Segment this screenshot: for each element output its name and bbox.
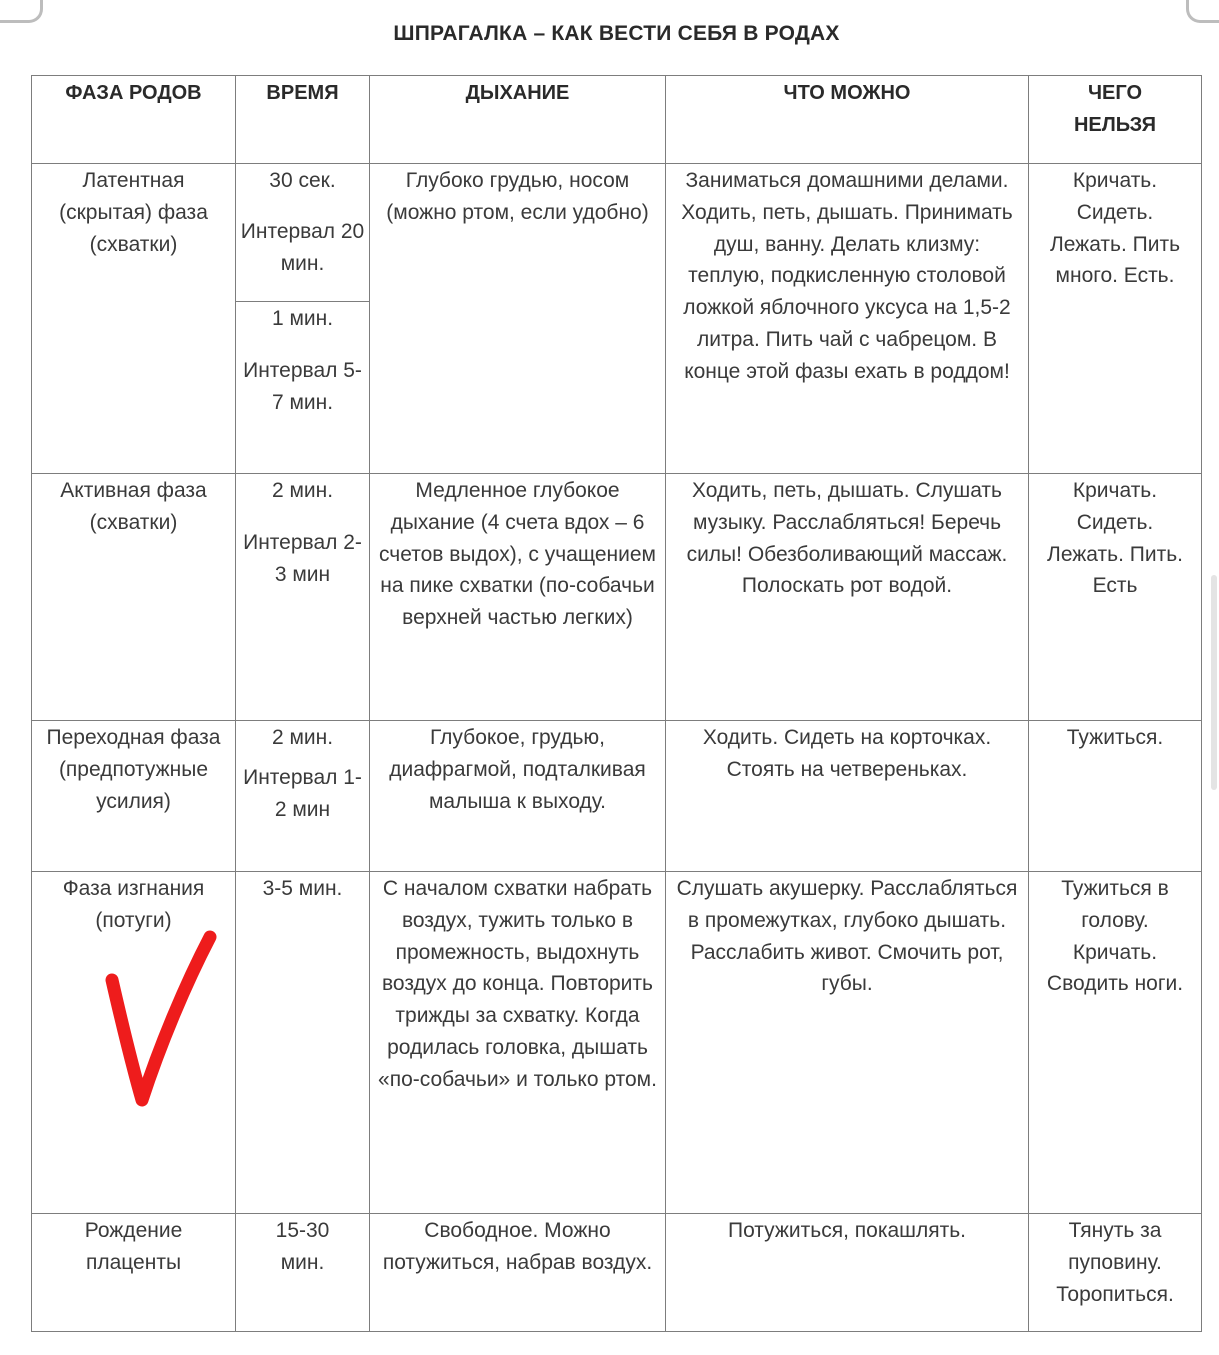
time-duration: 1 мин. <box>271 307 334 330</box>
phase-text: Латентная (скрытая) фаза (схватки) <box>59 169 208 256</box>
time-interval: Интервал 1-2 мин <box>243 765 362 821</box>
table-row <box>32 474 1202 721</box>
time-duration: 15-30 мин. <box>275 1219 330 1274</box>
breathing-text: С началом схватки набрать воздух, тужить только в промежность, выдохнуть воздух до конца. Повторить трижды за схватку. Когда родилась головка, дышать «по-собачьи» и только ртом. <box>378 877 657 1091</box>
cell-breathing <box>370 164 666 474</box>
cell-time <box>236 164 370 474</box>
time-duration: 2 мин. <box>271 479 334 502</box>
cell-forbidden <box>1029 474 1202 721</box>
cheat-sheet-table <box>31 75 1202 1332</box>
table-row <box>32 1214 1202 1332</box>
breathing-text: Глубокое, грудью, диафрагмой, подталкивая малыша к выходу. <box>389 726 646 813</box>
cell-allowed <box>666 474 1029 721</box>
forbidden-text: Кричать. Сидеть. Лежать. Пить. Есть <box>1047 479 1183 598</box>
header-forbidden-line1: ЧЕГО <box>1087 82 1143 104</box>
phase-text: Фаза изгнания (потуги) <box>62 877 205 932</box>
scrollbar[interactable] <box>1211 575 1217 790</box>
forbidden-text: Тянуть за пуповину. Торопиться. <box>1056 1219 1174 1306</box>
phase-text: Рождение плаценты <box>84 1219 183 1274</box>
cell-breathing <box>370 1214 666 1332</box>
header-time: ВРЕМЯ <box>236 76 370 164</box>
cell-breathing <box>370 872 666 1214</box>
breathing-text: Медленное глубокое дыхание (4 счета вдох – 6 счетов выдох), с учащением на пике схватки (по-собачьи верхней частью легких) <box>379 479 656 630</box>
cell-forbidden <box>1029 721 1202 872</box>
forbidden-text: Тужиться в голову. Кричать. Сводить ноги. <box>1046 877 1184 996</box>
cell-phase <box>32 474 236 721</box>
breathing-text: Свободное. Можно потужиться, набрав воздух. <box>382 1219 653 1274</box>
time-interval: Интервал 20 мин. <box>240 219 365 275</box>
table-row <box>32 164 1202 474</box>
time-duration: 2 мин. <box>271 726 334 749</box>
phase-text: Переходная фаза (предпотужные усилия) <box>46 726 221 813</box>
header-phase: ФАЗА РОДОВ <box>32 76 236 164</box>
cell-allowed <box>666 1214 1029 1332</box>
allowed-text: Потужиться, покашлять. <box>727 1219 967 1242</box>
time-duration: 3-5 мин. <box>262 877 343 900</box>
allowed-text: Заниматься домашними делами. Ходить, петь, дышать. Принимать душ, ванну. Делать клизму: теплую, подкисленную столовой ложкой яблочного уксуса на 1,5-2 литра. Пить чай с чабрецом. В конце этой фазы ехать в роддом! <box>681 169 1013 383</box>
allowed-text: Слушать акушерку. Расслабляться в промежутках, глубоко дышать. Расслабить живот. Смочить рот, губы. <box>676 877 1018 996</box>
cell-allowed <box>666 872 1029 1214</box>
cell-time <box>236 1214 370 1332</box>
cell-allowed <box>666 164 1029 474</box>
breathing-text: Глубоко грудью, носом (можно ртом, если удобно) <box>386 169 649 224</box>
cell-forbidden <box>1029 164 1202 474</box>
cell-forbidden <box>1029 1214 1202 1332</box>
phase-text: Активная фаза (схватки) <box>60 479 207 534</box>
header-forbidden <box>1029 76 1202 164</box>
header-row <box>32 76 1202 164</box>
allowed-text: Ходить, петь, дышать. Слушать музыку. Расслабляться! Беречь силы! Обезболивающий массаж. Полоскать рот водой. <box>686 479 1008 598</box>
window-corner-left <box>0 0 43 23</box>
window-corner-right <box>1186 0 1219 23</box>
time-interval: Интервал 5-7 мин. <box>243 358 362 414</box>
cell-allowed <box>666 721 1029 872</box>
cell-phase <box>32 1214 236 1332</box>
time-block-b <box>236 302 369 418</box>
time-block-a <box>236 164 369 302</box>
red-checkmark-icon <box>100 925 230 1115</box>
header-forbidden-line2: НЕЛЬЗЯ <box>1073 113 1157 136</box>
cell-breathing <box>370 721 666 872</box>
cell-forbidden <box>1029 872 1202 1214</box>
cell-time <box>236 872 370 1214</box>
time-interval: Интервал 2-3 мин <box>243 530 362 586</box>
page-title: ШПРАГАЛКА – КАК ВЕСТИ СЕБЯ В РОДАХ <box>393 22 840 45</box>
table-row <box>32 721 1202 872</box>
allowed-text: Ходить. Сидеть на корточках. Стоять на четвереньках. <box>702 726 992 781</box>
cell-phase <box>32 721 236 872</box>
cell-time <box>236 721 370 872</box>
cell-breathing <box>370 474 666 721</box>
header-breathing: ДЫХАНИЕ <box>370 76 666 164</box>
forbidden-text: Кричать. Сидеть. Лежать. Пить много. Есть. <box>1049 169 1181 288</box>
forbidden-text: Тужиться. <box>1066 726 1164 749</box>
header-allowed: ЧТО МОЖНО <box>666 76 1029 164</box>
cell-phase <box>32 164 236 474</box>
cell-time <box>236 474 370 721</box>
time-duration: 30 сек. <box>269 169 336 192</box>
